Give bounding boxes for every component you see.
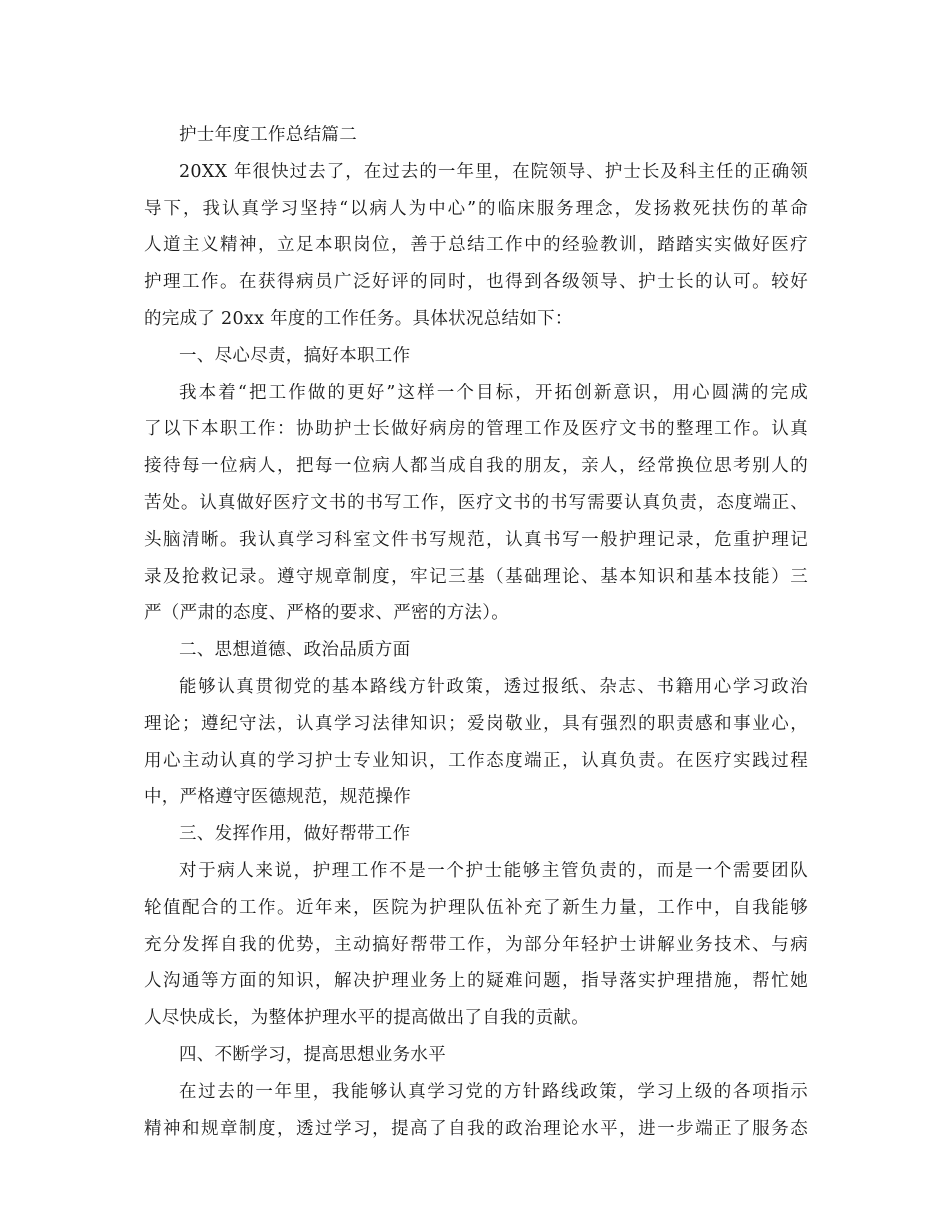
paragraph-first-line: 四、不断学习，提高思想业务水平 bbox=[179, 1044, 446, 1065]
paragraph-first-line: 二、思想道德、政治品质方面 bbox=[179, 640, 411, 661]
paragraph-line: 充分发挥自我的优势，主动搞好帮带工作，为部分年轻护士讲解业务技术、与病 bbox=[144, 934, 808, 955]
paragraph-first-line: 能够认真贯彻党的基本路线方针政策，透过报纸、杂志、书籍用心学习政治 bbox=[179, 676, 808, 697]
paragraph-line: 用心主动认真的学习护士专业知识，工作态度端正，认真负责。在医疗实践过程 bbox=[144, 750, 808, 771]
paragraph-first-line: 我本着“把工作做的更好”这样一个目标，开拓创新意识，用心圆满的完成 bbox=[179, 382, 808, 403]
paragraph-line: 护理工作。在获得病员广泛好评的同时，也得到各级领导、护士长的认可。较好 bbox=[144, 272, 808, 293]
paragraph-line: 人尽快成长，为整体护理水平的提高做出了自我的贡献。 bbox=[144, 1008, 589, 1029]
paragraph-first-line: 20XX 年很快过去了，在过去的一年里，在院领导、护士长及科主任的正确领 bbox=[179, 161, 808, 182]
paragraph-line: 轮值配合的工作。近年来，医院为护理队伍补充了新生力量，工作中，自我能够 bbox=[144, 897, 808, 918]
paragraph-line: 中，严格遵守医德规范，规范操作 bbox=[144, 787, 411, 808]
paragraph-line: 了以下本职工作：协助护士长做好病房的管理工作及医疗文书的整理工作。认真 bbox=[144, 419, 808, 440]
paragraph-line: 精神和规章制度，透过学习，提高了自我的政治理论水平，进一步端正了服务态 bbox=[144, 1118, 808, 1139]
paragraph-line: 人沟通等方面的知识，解决护理业务上的疑难问题，指导落实护理措施，帮忙她 bbox=[144, 971, 808, 992]
document-body bbox=[144, 117, 808, 1147]
paragraph-line: 苦处。认真做好医疗文书的书写工作，医疗文书的书写需要认真负责，态度端正、 bbox=[144, 492, 808, 513]
paragraph-first-line: 护士年度工作总结篇二 bbox=[179, 125, 357, 145]
paragraph-line: 导下，我认真学习坚持“以病人为中心”的临床服务理念，发扬救死扶伤的革命 bbox=[144, 198, 808, 219]
paragraph-first-line: 一、尽心尽责，搞好本职工作 bbox=[179, 345, 411, 366]
paragraph-line: 接待每一位病人，把每一位病人都当成自我的朋友，亲人，经常换位思考别人的 bbox=[144, 456, 808, 477]
paragraph-line: 头脑清晰。我认真学习科室文件书写规范，认真书写一般护理记录，危重护理记 bbox=[144, 529, 808, 550]
paragraph-first-line: 三、发挥作用，做好帮带工作 bbox=[179, 824, 411, 845]
paragraph-first-line: 对于病人来说，护理工作不是一个护士能够主管负责的，而是一个需要团队 bbox=[179, 860, 808, 881]
paragraph-line: 严（严肃的态度、严格的要求、严密的方法）。 bbox=[144, 603, 510, 624]
paragraph-line: 录及抢救记录。遵守规章制度，牢记三基（基础理论、基本知识和基本技能）三 bbox=[144, 566, 808, 587]
paragraph-line: 理论；遵纪守法，认真学习法律知识；爱岗敬业，具有强烈的职责感和事业心， bbox=[144, 713, 808, 734]
paragraph-line: 人道主义精神，立足本职岗位，善于总结工作中的经验教训，踏踏实实做好医疗 bbox=[144, 235, 808, 256]
paragraph-line: 的完成了 20xx 年度的工作任务。具体状况总结如下： bbox=[144, 308, 573, 329]
paragraph-first-line: 在过去的一年里，我能够认真学习党的方针路线政策，学习上级的各项指示 bbox=[179, 1081, 808, 1102]
